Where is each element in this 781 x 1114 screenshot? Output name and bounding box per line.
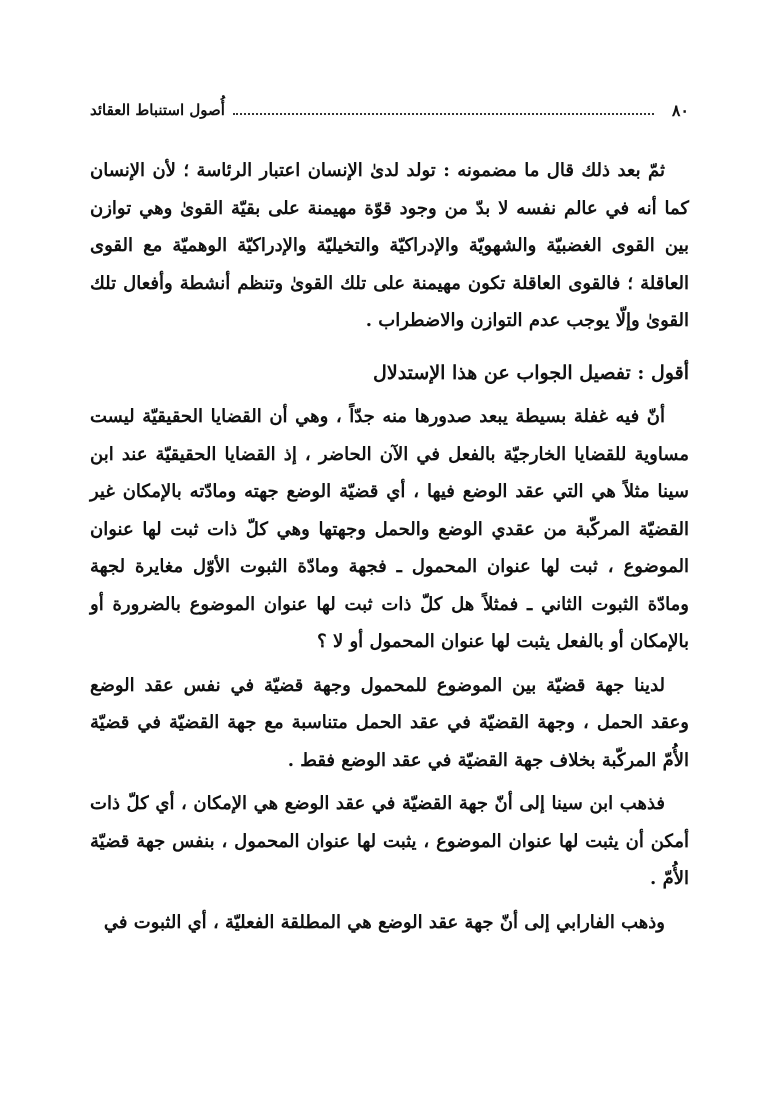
paragraph: وذهب الفارابي إلى أنّ جهة عقد الوضع هي المطلقة الفعليّة ، أي الثبوت في <box>103 911 665 933</box>
body-text <box>90 152 689 941</box>
page-number: ٨٠ <box>671 100 689 120</box>
running-header <box>90 95 689 125</box>
book-title: أُصول استنباط العقائد <box>90 101 225 119</box>
header-dot-leader <box>233 113 654 115</box>
paragraph: لدينا جهة قضيّة بين الموضوع للمحمول وجهة قضيّة في نفس عقد الوضع وعقد الحمل ، وجهة القضيّة في عقد الحمل متناسبة مع جهة القضيّة في قضيّة الأُمّ المركّبة بخلاف جهة القضيّة في عقد الوضع فقط . <box>90 674 689 771</box>
paragraph: أنّ فيه غفلة بسيطة يبعد صدورها منه جدّاً ، وهي أن القضايا الحقيقيّة ليست مساوية للقضايا الخارجيّة بالفعل في الآن الحاضر ، إذ القضايا الحقيقيّة عند ابن سينا مثلاً هي التي عقد الوضع فيها ، أي قضيّة الوضع جهته ومادّته بالإمكان غير القضيّة المركّبة من عقدي الوضع والحمل وجهتها وهي كلّ ذات ثبت لها عنوان الموضوع ، ثبت لها عنوان المحمول ـ فجهة ومادّة الثبوت الأوّل مغايرة لجهة ومادّة الثبوت الثاني ـ فمثلاً هل كلّ ذات ثبت لها عنوان الموضوع بالضرورة أو بالإمكان أو بالفعل يثبت لها عنوان المحمول أو لا ؟ <box>90 406 689 652</box>
section-heading: أقول : تفصيل الجواب عن هذا الإستدلال <box>373 361 689 384</box>
paragraph: فذهب ابن سينا إلى أنّ جهة القضيّة في عقد الوضع هي الإمكان ، أي كلّ ذات أمكن أن يثبت لها عنوان الموضوع ، يثبت لها عنوان المحمول ، بنفس جهة قضيّة الأُمّ . <box>90 793 689 889</box>
paragraph: ثمّ بعد ذلك قال ما مضمونه : تولد لدىٰ الإنسان اعتبار الرئاسة ؛ لأن الإنسان كما أنه في عالم نفسه لا بدّ من وجود قوّة مهيمنة على بقيّة القوىٰ وهي توازن بين القوى الغضبيّة والشهويّة والإدراكيّة والتخيليّة والإدراكيّة الوهميّة مع القوى العاقلة ؛ فالقوى العاقلة تكون مهيمنة على تلك القوىٰ وتنظم أنشطة وأفعال تلك القوىٰ وإلّا يوجب عدم التوازن والاضطراب . <box>90 160 689 331</box>
